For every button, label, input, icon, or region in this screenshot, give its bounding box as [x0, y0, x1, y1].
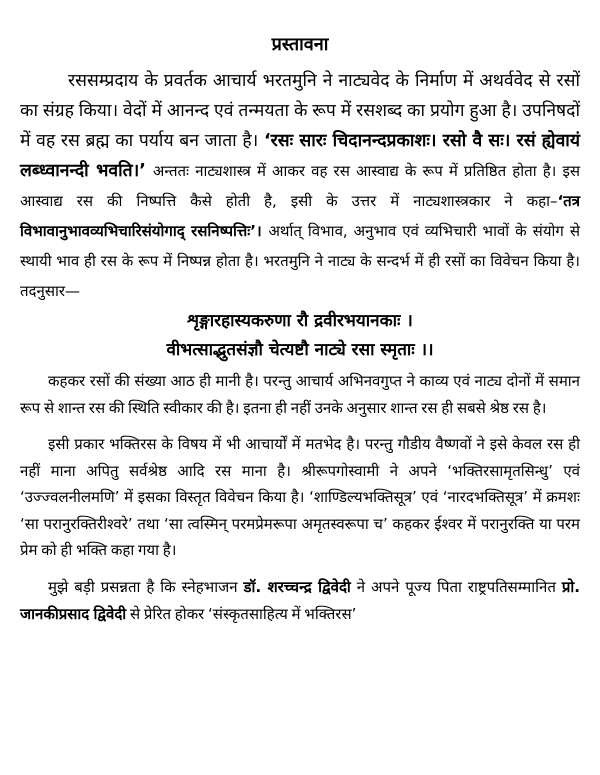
page-title: प्रस्तावना: [271, 34, 329, 55]
intro-text-3: अर्थात् विभाव, अनुभाव एवं व्यभिचारी भावों के संयोग से स्थायी भाव ही रस के रूप में निष्पन्न होता है। भरतमुनि ने नाट्य के सन्दर्भ में ही रसों का विवेचन किया है। तदनुसार—: [20, 222, 580, 300]
bhakti-rasa-paragraph: इसी प्रकार भक्तिरस के विषय में भी आचार्यों में मतभेद है। परन्तु गौडीय वैष्णवों ने इसे केवल रस ही नहीं माना अपितु सर्वश्रेष्ठ आदि रस माना है। श्रीरूपगोस्वामी ने अपने ‘भक्तिरसामृतसिन्धु’ एवं ‘उज्ज्वलनीलमणि’ में इसका विस्तृत विवेचन किया है। ‘शाण्डिल्यभक्तिसूत्र’ एवं ‘नारदभक्तिसूत्र’ में क्रमशः ‘सा परानुरक्तिरीश्वरे’ तथा ‘सा त्वस्मिन् परमप्रेमरूपा अमृतस्वरूपा च’ कहकर ईश्वर में परानुरक्ति या परम प्रेम को ही भक्ति कहा गया है।: [20, 435, 580, 559]
ack-text-1: मुझे बड़ी प्रसन्नता है कि स्नेहभाजन: [48, 578, 238, 596]
ack-text-3: से प्रेरित होकर ‘संस्कृतसाहित्य में भक्तिरस’: [129, 604, 357, 623]
father-name: प्रो. जानकीप्रसाद द्विवेदी: [20, 578, 580, 623]
verse-line-2: वीभत्साद्भुतसंज्ञौ चेत्यष्टौ नाट्ये रसा स्मृताः ।।: [166, 340, 434, 360]
verse-line-1: शृङ्गारहास्यकरुणा रौ द्रवीरभयानकाः ।: [187, 311, 413, 331]
acknowledgement-paragraph: [20, 574, 580, 627]
ack-text-2: ने अपने पूज्य पिता राष्ट्रपतिसम्मानित: [356, 578, 556, 596]
intro-text-1: रससम्प्रदाय के प्रवर्तक आचार्य भरतमुनि ने नाट्यवेद के निर्माण में अथर्ववेद से रसों का संग्रह किया। वेदों में आनन्द एवं तन्मयता के रूप में रसशब्द का प्रयोग हुआ है। उपनिषदों में वह रस ब्रह्म का पर्याय बन जाता है।: [20, 71, 580, 151]
rasa-count-paragraph: कहकर रसों की संख्या आठ ही मानी है। परन्तु आचार्य अभिनवगुप्त ने काव्य एवं नाट्य दोनों में समान रूप से शान्त रस की स्थिति स्वीकार की है। इतना ही नहीं उनके अनुसार शान्त रस ही सबसे श्रेष्ठ रस है।: [20, 372, 580, 417]
author-name: डॉ. शरच्चन्द्र द्विवेदी: [243, 578, 351, 596]
natyashastra-quote: ‘तत्र विभावानुभावव्यभिचारिसंयोगाद् रसनिष्पत्तिः’।: [20, 192, 580, 240]
intro-paragraph: [20, 66, 580, 306]
upanishad-quote: ‘रसः सारः चिदानन्दप्रकाशः। रसो वै सः। रसं ह्येवायं लब्ध्वानन्दी भवति।’: [20, 131, 580, 181]
intro-text-2: अन्ततः नाट्यशास्त्र में आकर वह रस आस्वाद्य के रूप में प्रतिष्ठित होता है। इस आस्वाद्य रस की निष्पत्ति कैसे होती है, इसी के उत्तर में नाट्यशास्त्रकार ने कहा–: [20, 162, 580, 210]
